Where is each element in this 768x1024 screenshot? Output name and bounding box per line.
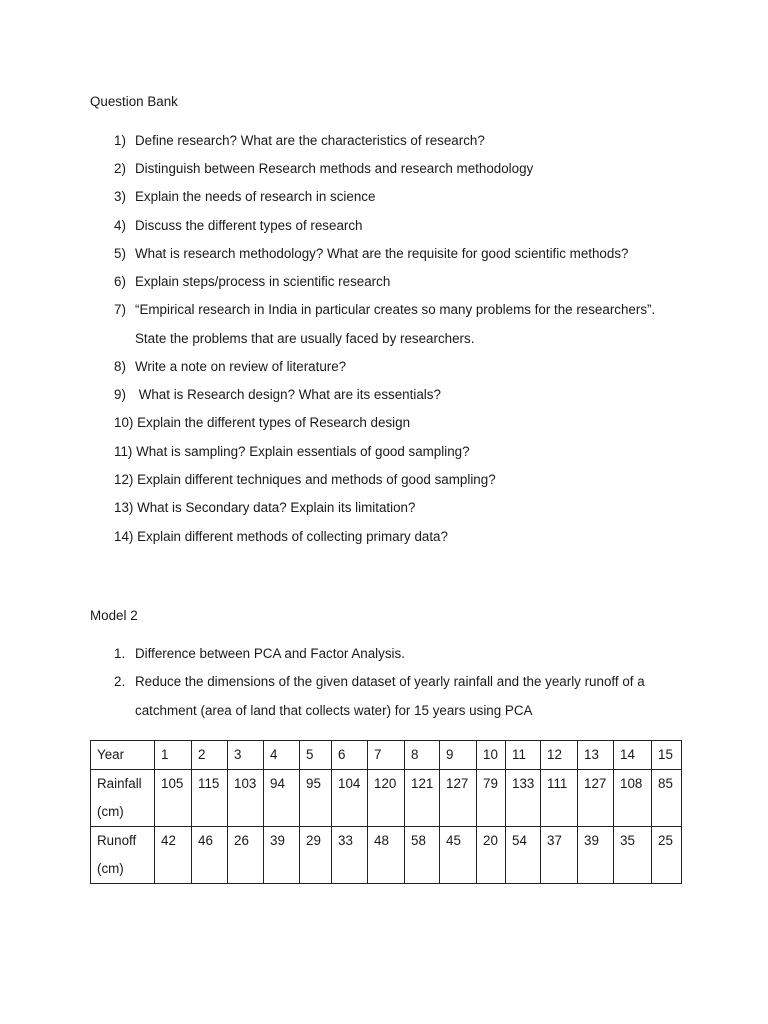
item-text: Distinguish between Research methods and research methodology	[135, 161, 534, 176]
table-cell: 4	[264, 741, 300, 770]
item-text: Discuss the different types of research	[135, 218, 363, 233]
table-cell: 111	[541, 770, 578, 827]
item-text: Explain the needs of research in science	[135, 189, 376, 204]
table-cell: 10	[477, 741, 506, 770]
item-text: 13) What is Secondary data? Explain its limitation?	[114, 500, 416, 515]
table-cell: 9	[440, 741, 477, 770]
table-cell: 105	[155, 770, 192, 827]
table-cell: 1	[155, 741, 192, 770]
table-cell: 7	[368, 741, 405, 770]
item-text: 11) What is sampling? Explain essentials of good sampling?	[114, 444, 470, 459]
table-cell: Rainfall (cm)	[91, 770, 155, 827]
item-text: Difference between PCA and Factor Analysis.	[135, 646, 405, 661]
item-number: 2.	[114, 674, 126, 689]
data-table	[90, 740, 682, 884]
table-cell: 39	[578, 827, 614, 884]
item-text: Reduce the dimensions of the given dataset of yearly rainfall and the yearly runoff of a	[135, 674, 645, 689]
table-cell: 6	[332, 741, 368, 770]
item-text: Explain steps/process in scientific research	[135, 274, 391, 289]
table-cell: 108	[614, 770, 652, 827]
table-cell: 120	[368, 770, 405, 827]
table-cell: 79	[477, 770, 506, 827]
table-row-year	[91, 741, 682, 770]
table-cell: Year	[91, 741, 155, 770]
table-cell: 121	[405, 770, 440, 827]
table-cell: Runoff (cm)	[91, 827, 155, 884]
table-cell: 103	[228, 770, 264, 827]
item-number: 3)	[114, 189, 126, 204]
table-cell: 39	[264, 827, 300, 884]
table-cell: 37	[541, 827, 578, 884]
model2-title: Model 2	[90, 608, 138, 623]
table-cell: 115	[192, 770, 228, 827]
table-cell: 127	[440, 770, 477, 827]
item-text: “Empirical research in India in particular creates so many problems for the researchers”.	[135, 302, 656, 317]
table-cell: 13	[578, 741, 614, 770]
table-cell: 45	[440, 827, 477, 884]
item-text: 14) Explain different methods of collecting primary data?	[114, 529, 448, 544]
table-row-rainfall	[91, 770, 682, 827]
table-cell: 14	[614, 741, 652, 770]
item-text: 10) Explain the different types of Research design	[114, 415, 411, 430]
item-number: 1)	[114, 133, 126, 148]
item-number: 6)	[114, 274, 126, 289]
item-text-continued: State the problems that are usually faced by researchers.	[135, 331, 475, 346]
table-cell: 54	[506, 827, 541, 884]
table-cell: 133	[506, 770, 541, 827]
table-cell: 26	[228, 827, 264, 884]
table-cell: 95	[300, 770, 332, 827]
table-cell: 104	[332, 770, 368, 827]
table-cell: 35	[614, 827, 652, 884]
table-cell: 94	[264, 770, 300, 827]
table-cell: 29	[300, 827, 332, 884]
table-cell: 33	[332, 827, 368, 884]
item-number: 2)	[114, 161, 126, 176]
table-cell: 8	[405, 741, 440, 770]
item-text-continued: catchment (area of land that collects water) for 15 years using PCA	[135, 703, 533, 718]
table-cell: 127	[578, 770, 614, 827]
item-number: 8)	[114, 359, 126, 374]
table-cell: 58	[405, 827, 440, 884]
table-cell: 46	[192, 827, 228, 884]
table-cell: 48	[368, 827, 405, 884]
table-cell: 12	[541, 741, 578, 770]
table-cell: 42	[155, 827, 192, 884]
item-number: 9)	[114, 387, 126, 402]
question-bank-title: Question Bank	[90, 94, 178, 109]
table-cell: 20	[477, 827, 506, 884]
table-cell: 85	[652, 770, 682, 827]
table-cell: 25	[652, 827, 682, 884]
item-text: What is research methodology? What are the requisite for good scientific methods?	[135, 246, 629, 261]
item-text: Write a note on review of literature?	[135, 359, 347, 374]
item-number: 7)	[114, 302, 126, 317]
item-number: 5)	[114, 246, 126, 261]
table-cell: 5	[300, 741, 332, 770]
table-cell: 2	[192, 741, 228, 770]
item-text: 12) Explain different techniques and methods of good sampling?	[114, 472, 496, 487]
table-cell: 3	[228, 741, 264, 770]
table-cell: 11	[506, 741, 541, 770]
table-cell: 15	[652, 741, 682, 770]
item-text: Define research? What are the characteristics of research?	[135, 133, 485, 148]
item-text: What is Research design? What are its essentials?	[135, 387, 441, 402]
table-row-runoff	[91, 827, 682, 884]
item-number: 1.	[114, 646, 126, 661]
item-number: 4)	[114, 218, 126, 233]
